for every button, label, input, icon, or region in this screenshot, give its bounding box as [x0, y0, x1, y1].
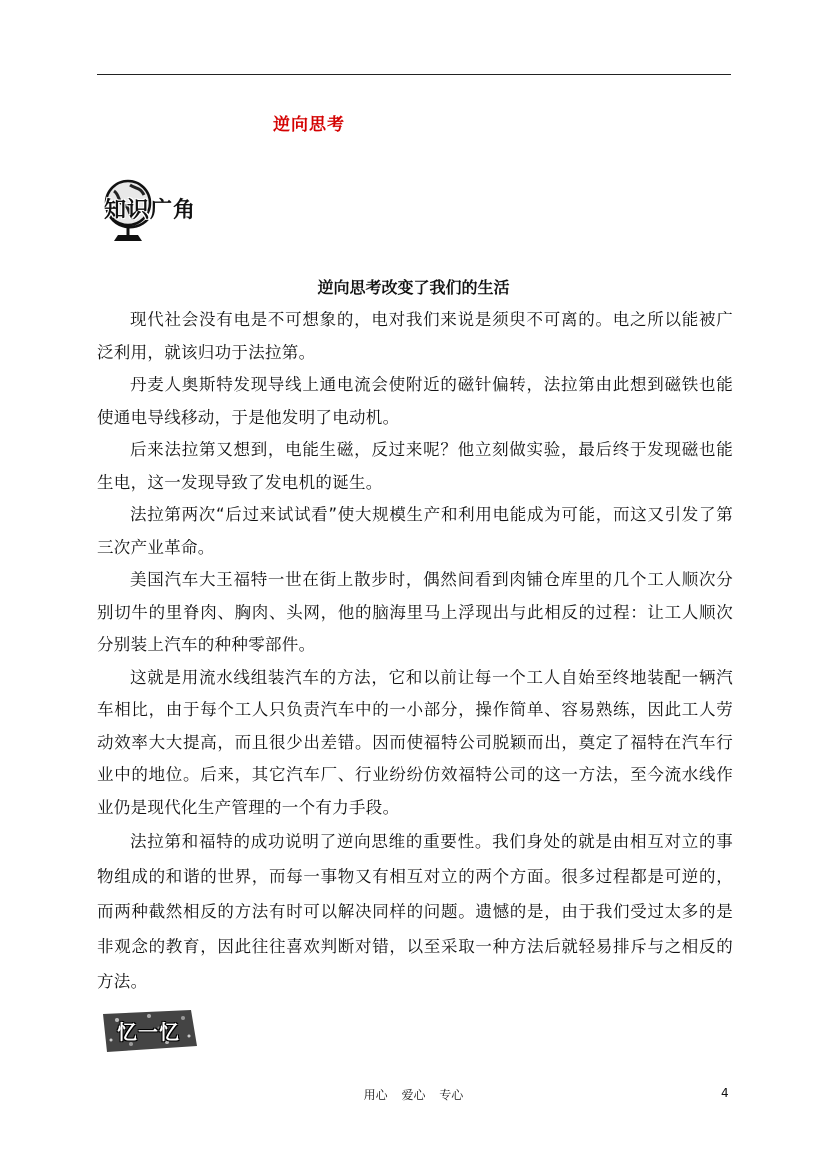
page-title: 逆向思考 — [273, 115, 345, 135]
article-title: 逆向思考改变了我们的生活 — [317, 278, 510, 297]
paragraph: 后来法拉第又想到，电能生磁，反过来呢？他立刻做实验，最后终于发现磁也能生电，这一发现导致了发电机的诞生。 — [97, 440, 733, 492]
knowledge-badge-label: 知识广角 — [104, 198, 197, 223]
paragraph: 美国汽车大王福特一世在街上散步时，偶然间看到肉铺仓库里的几个工人顺次分别切牛的里脊肉、胸肉、头网，他的脑海里马上浮现出与此相反的过程：让工人顺次分别装上汽车的种种零部件。 — [97, 570, 733, 654]
paragraph: 法拉第和福特的成功说明了逆向思维的重要性。我们身处的就是由相互对立的事物组成的和谐的世界，而每一事物又有相互对立的两个方面。很多过程都是可逆的，而两种截然相反的方法有时可以解决同样的问题。遗憾的是，由于我们受过太多的是非观念的教育，因此往往喜欢判断对错，以至采取一种方法后就轻易排斥与之相反的方法。 — [97, 832, 733, 991]
paragraph: 丹麦人奥斯特发现导线上通电流会使附近的磁针偏转，法拉第由此想到磁铁也能使通电导线移动，于是他发明了电动机。 — [97, 375, 733, 427]
paragraph: 现代社会没有电是不可想象的，电对我们来说是须臾不可离的。电之所以能被广泛利用，就该归功于法拉第。 — [97, 310, 733, 362]
recall-badge-label: 忆一忆 — [117, 1020, 180, 1044]
article-body — [97, 304, 733, 999]
knowledge-badge — [98, 175, 218, 247]
header-rule — [97, 74, 731, 75]
paragraph: 法拉第两次“后过来试试看”使大规模生产和利用电能成为可能，而这又引发了第三次产业革命。 — [97, 505, 733, 557]
footer-motto: 用心 爱心 专心 — [363, 1088, 464, 1102]
recall-badge — [97, 1006, 201, 1054]
paragraph: 这就是用流水线组装汽车的方法，它和以前让每一个工人自始至终地装配一辆汽车相比，由于每个工人只负责汽车中的一小部分，操作简单、容易熟练，因此工人劳动效率大大提高，而且很少出差错。因而使福特公司脱颖而出，奠定了福特在汽车行业中的地位。后来，其它汽车厂、行业纷纷仿效福特公司的这一方法，至今流水线作业仍是现代化生产管理的一个有力手段。 — [97, 667, 733, 817]
page-number: 4 — [721, 1086, 729, 1100]
